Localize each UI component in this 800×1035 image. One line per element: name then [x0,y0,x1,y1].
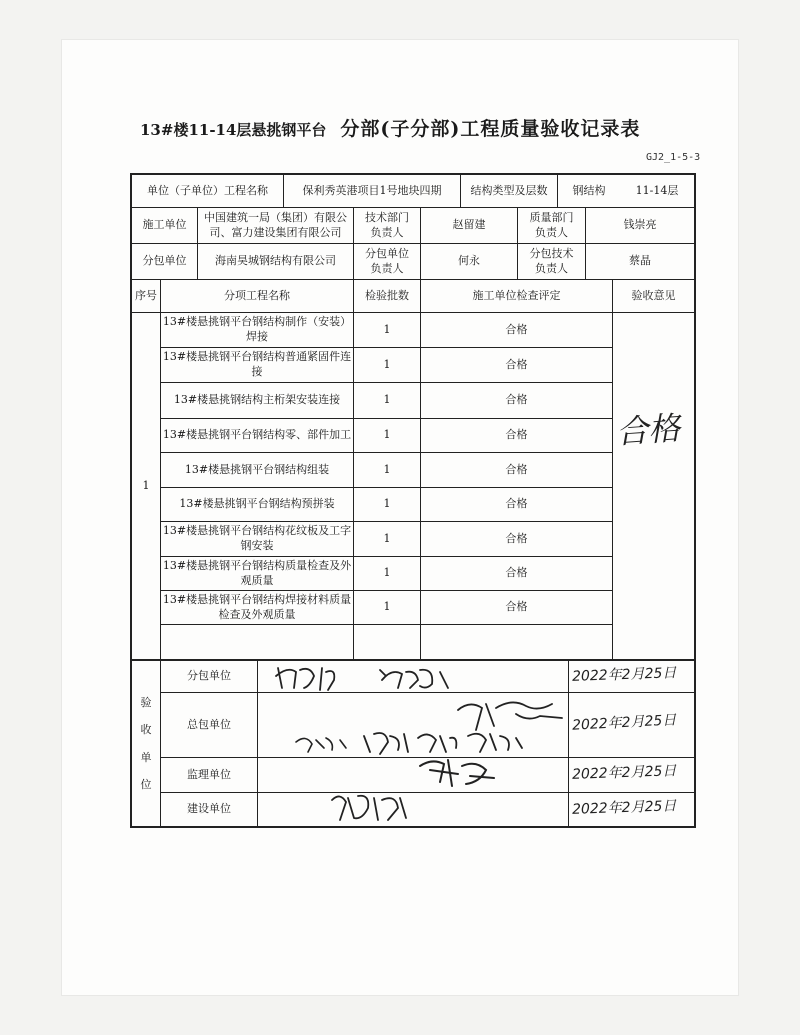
acceptance-supervision-label: 监理单位 [187,767,231,781]
sub-head-value: 何永 [458,254,480,268]
structure-floors-value: 11-14层 [635,183,679,197]
item-name-line-1: 13#楼悬挑钢平台钢结构焊接材料质量 [162,592,352,606]
signature-general-contractor [290,696,580,796]
group-label-char: 收 [140,723,152,736]
document-title [140,114,700,144]
tech-head-label [354,208,420,243]
title-prefix: 13#楼11-14层悬挑钢平台 [140,121,327,139]
quality-head-label-line-2: 负责人 [535,225,568,239]
item-name-line-2: 接 [251,365,263,378]
structure-type-value: 钢结构 [572,183,606,197]
structure-label: 结构类型及层数 [470,183,548,197]
table-row-result: 合格 [505,357,528,371]
subcontractor-value: 海南昊城钢结构有限公司 [215,254,336,268]
item-name-line-1: 13#楼悬挑钢结构主桁架安装连接 [173,393,341,407]
construction-unit-line-1: 中国建筑一局（集团）有限公 [204,210,347,224]
table-row-batches: 1 [383,393,391,407]
acceptance-owner-label: 建设单位 [187,802,231,816]
signature-subcontractor [270,662,470,694]
seq-number: 1 [142,478,150,492]
sub-tech-head-label-line-1: 分包技术 [529,246,574,260]
acceptance-units-group-label [132,661,160,826]
acceptance-general-date: 2022年2月25日 [571,712,677,734]
sub-tech-head-label [518,244,585,279]
table-row-result: 合格 [505,322,528,336]
table-row-batches: 1 [383,531,391,545]
sub-head-label-line-1: 分包单位 [365,246,409,260]
table-row-result: 合格 [505,393,528,407]
tech-head-label-line-2: 负责人 [370,225,404,239]
table-row-item-name [161,348,353,382]
table-row-result: 合格 [505,600,528,614]
table-row-item-name [161,557,353,590]
item-name-line-2: 钢安装 [240,539,274,552]
table-row-result: 合格 [505,428,528,442]
construction-unit-value [198,208,353,243]
sub-head-label [354,244,420,279]
construction-unit-label: 施工单位 [142,218,187,232]
table-row-result: 合格 [505,566,528,580]
acceptance-sub-label: 分包单位 [187,669,231,683]
item-name-line-1: 13#楼悬挑钢平台钢结构花纹板及工字 [162,524,352,538]
table-row-batches: 1 [383,566,391,580]
group-label-char: 位 [140,778,152,791]
group-label-char: 单 [140,750,152,764]
table-row-item-name [161,383,353,418]
table-row-result: 合格 [505,531,528,545]
table-row-item-name [161,453,353,487]
sub-tech-head-value: 蔡晶 [629,254,651,268]
col-header-item: 分项工程名称 [224,288,290,302]
quality-head-label-line-1: 质量部门 [529,210,574,224]
col-header-evaluation: 施工单位检查评定 [472,288,561,302]
table-row-batches: 1 [383,322,391,336]
form-code: GJ2_1-5-3 [646,152,701,163]
acceptance-sub-date: 2022年2月25日 [571,665,677,685]
group-label-char: 验 [140,695,152,709]
quality-head-value: 钱崇亮 [623,218,657,232]
tech-head-value: 赵留建 [452,218,486,232]
signature-owner [326,790,416,826]
table-row-batches: 1 [383,600,391,614]
table-row-batches: 1 [383,428,391,442]
table-row-result: 合格 [505,497,528,511]
tech-head-label-line-1: 技术部门 [365,210,409,224]
unit-name-label: 单位（子单位）工程名称 [147,183,268,197]
table-row-batches: 1 [383,497,391,511]
table-row-item-name [161,522,353,556]
item-name-line-2: 检查及外观质量 [218,607,296,621]
acceptance-owner-date: 2022年2月25日 [571,798,677,818]
construction-unit-line-2: 司、富力建设集团有限公司 [209,225,342,239]
col-header-acceptance: 验收意见 [631,288,676,302]
item-name-line-1: 13#楼悬挑钢平台钢结构普通紧固件连 [162,350,352,364]
sub-tech-head-label-line-2: 负责人 [535,261,568,275]
title-main: 分部(子分部)工程质量验收记录表 [340,118,641,140]
item-name-line-1: 13#楼悬挑钢平台钢结构质量检查及外 [162,558,352,572]
table-row-batches: 1 [383,462,391,476]
item-name-line-2: 观质量 [240,573,274,587]
sub-head-label-line-2: 负责人 [370,261,404,275]
col-header-seq: 序号 [135,288,157,302]
subcontractor-label: 分包单位 [142,254,187,268]
table-row-item-name [161,419,353,452]
acceptance-supervision-date: 2022年2月25日 [571,763,677,783]
acceptance-general-label: 总包单位 [187,717,231,731]
unit-name-value: 保利秀英港项目1号地块四期 [302,183,442,197]
quality-head-label [518,208,585,243]
item-name-line-1: 13#楼悬挑钢平台钢结构预拼装 [179,497,335,511]
col-header-batches: 检验批数 [365,288,409,302]
item-name-line-1: 13#楼悬挑钢平台钢结构组装 [184,462,330,476]
item-name-line-2: 焊接 [246,330,268,343]
table-row-batches: 1 [383,357,391,371]
table-row-item-name [161,591,353,624]
acceptance-opinion-handwritten: 合格 [614,408,682,452]
table-row-item-name [161,313,353,347]
table-row-item-name [161,488,353,521]
table-row-result: 合格 [505,462,528,476]
item-name-line-1: 13#楼悬挑钢平台钢结构制作（安装） [162,315,352,329]
item-name-line-1: 13#楼悬挑钢平台钢结构零、部件加工 [162,428,352,442]
